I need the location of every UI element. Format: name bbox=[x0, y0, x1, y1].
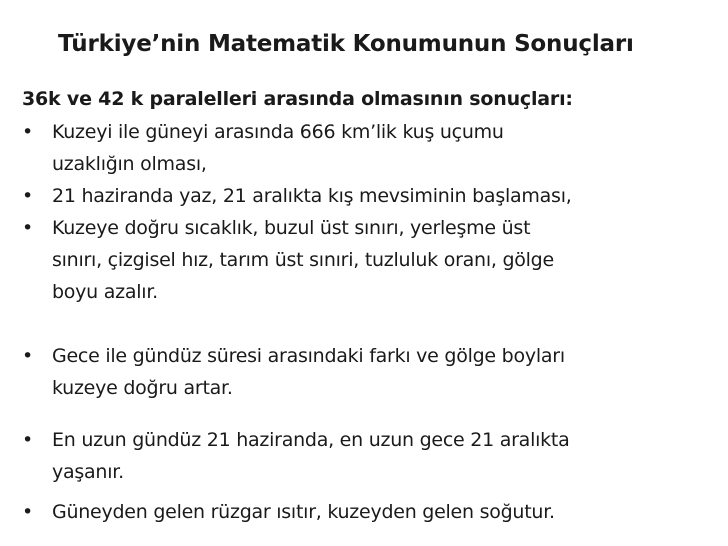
bullet-line: Kuzeye doğru sıcaklık, buzul üst sınırı, yerleşme üst bbox=[52, 217, 531, 239]
bullet-line: boyu azalır. bbox=[52, 281, 158, 303]
bullet-icon: • bbox=[22, 429, 34, 451]
bullet-line: 21 haziranda yaz, 21 aralıkta kış mevsiminin başlaması, bbox=[52, 185, 572, 207]
bullet-line: Gece ile gündüz süresi arasındaki farkı ve gölge boyları bbox=[52, 345, 565, 367]
bullet-text bbox=[52, 496, 720, 528]
slide-subtitle: 36k ve 42 k paralelleri arasında olmasının sonuçları: bbox=[22, 88, 573, 110]
bullet-icon: • bbox=[22, 501, 34, 523]
bullet-line: yaşanır. bbox=[52, 461, 124, 483]
bullet-line: En uzun gündüz 21 haziranda, en uzun gece 21 aralıkta bbox=[52, 429, 570, 451]
bullet-icon: • bbox=[22, 185, 34, 207]
bullet-text bbox=[52, 180, 720, 212]
bullet-text bbox=[52, 212, 720, 308]
bullet-line: Kuzeyi ile güneyi arasında 666 km’lik kuş uçumu bbox=[52, 121, 504, 143]
bullet-icon: • bbox=[22, 345, 34, 367]
bullet-text bbox=[52, 424, 720, 488]
bullet-line: uzaklığın olması, bbox=[52, 153, 207, 175]
bullet-icon: • bbox=[22, 217, 34, 239]
bullet-line: Güneyden gelen rüzgar ısıtır, kuzeyden gelen soğutur. bbox=[52, 501, 555, 523]
bullet-line: kuzeye doğru artar. bbox=[52, 377, 233, 399]
bullet-text bbox=[52, 340, 720, 404]
slide-title: Türkiye’nin Matematik Konumunun Sonuçları bbox=[58, 31, 634, 57]
bullet-line: sınırı, çizgisel hız, tarım üst sınıri, tuzluluk oranı, gölge bbox=[52, 249, 554, 271]
bullet-icon: • bbox=[22, 121, 34, 143]
bullet-text bbox=[52, 116, 720, 180]
